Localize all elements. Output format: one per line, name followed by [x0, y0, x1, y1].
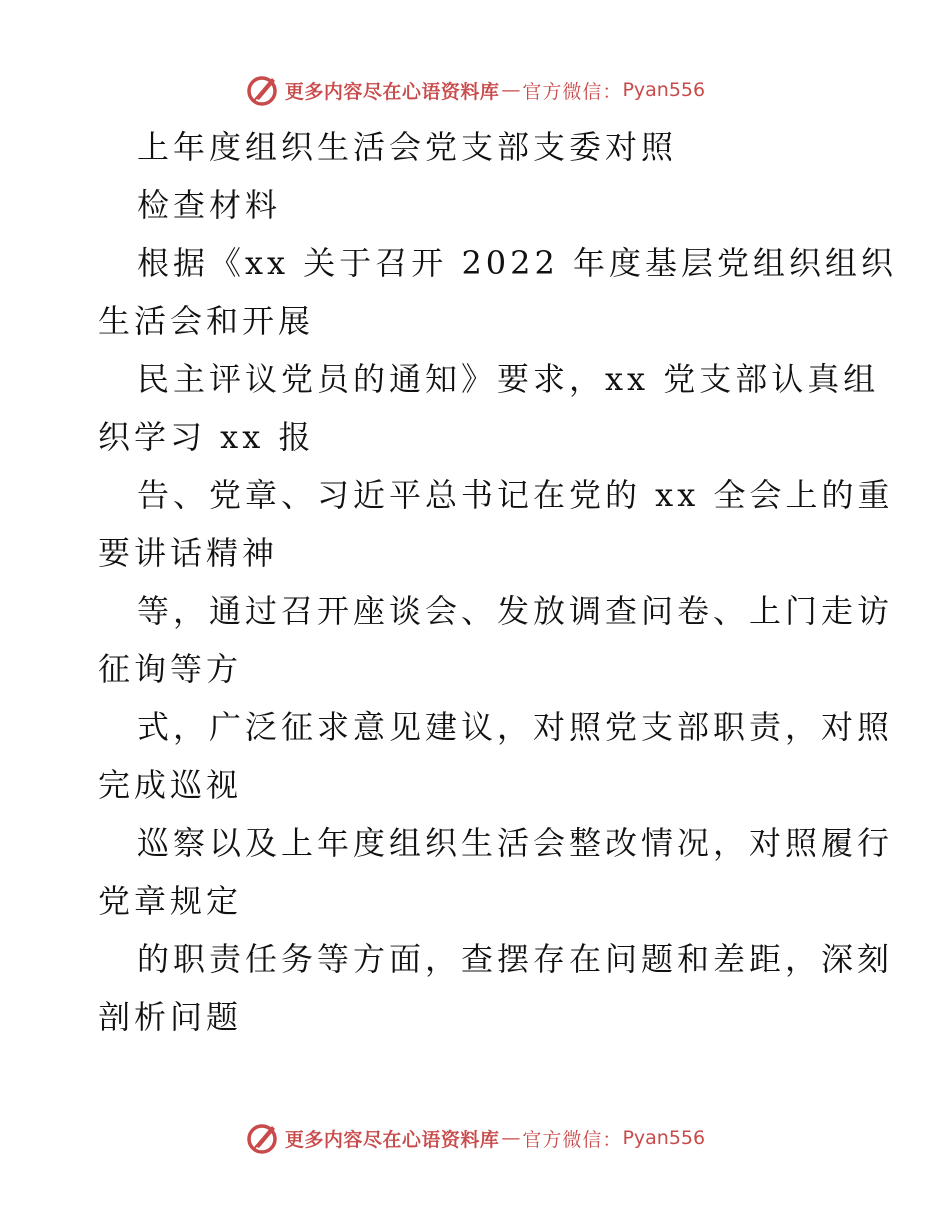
doc-line: 的职责任务等方面，查摆存在问题和差距，深刻: [137, 940, 894, 978]
doc-line: 完成巡视: [98, 766, 243, 804]
watermark-middle: 官方微信：: [522, 80, 623, 103]
quill-seal-icon: [245, 72, 281, 108]
doc-line: 巡察以及上年度组织生活会整改情况，对照履行: [137, 824, 894, 862]
doc-line: 告、党章、习近平总书记在党的 xx 全会上的重: [137, 476, 894, 514]
watermark-dash: —: [501, 1127, 521, 1149]
document-body: [98, 118, 898, 1046]
doc-line: 要讲话精神: [98, 534, 279, 572]
doc-line: 根据《xx 关于召开 2022 年度基层党组织组织: [137, 244, 898, 282]
doc-line: 检查材料: [137, 186, 282, 224]
doc-line: 上年度组织生活会党支部支委对照: [137, 128, 678, 166]
quill-seal-icon: [245, 1120, 281, 1156]
watermark-wechat: Pyan556: [622, 1127, 706, 1149]
watermark-middle: 官方微信：: [522, 1128, 623, 1151]
doc-line: 征询等方: [98, 650, 243, 688]
doc-line: 剖析问题: [98, 998, 243, 1036]
doc-line: 式，广泛征求意见建议，对照党支部职责，对照: [137, 708, 894, 746]
watermark-dash: —: [501, 79, 521, 101]
doc-line: 民主评议党员的通知》要求，xx 党支部认真组: [137, 360, 880, 398]
footer-watermark: [0, 1118, 950, 1158]
watermark-prefix: 更多内容尽在心语资料库: [284, 80, 500, 103]
header-watermark: [0, 70, 950, 110]
doc-line: 织学习 xx 报: [98, 418, 315, 456]
doc-line: 党章规定: [98, 882, 243, 920]
doc-line: 生活会和开展: [98, 302, 315, 340]
watermark-wechat: Pyan556: [622, 79, 706, 101]
doc-line: 等，通过召开座谈会、发放调查问卷、上门走访: [137, 592, 894, 630]
watermark-prefix: 更多内容尽在心语资料库: [284, 1128, 500, 1151]
